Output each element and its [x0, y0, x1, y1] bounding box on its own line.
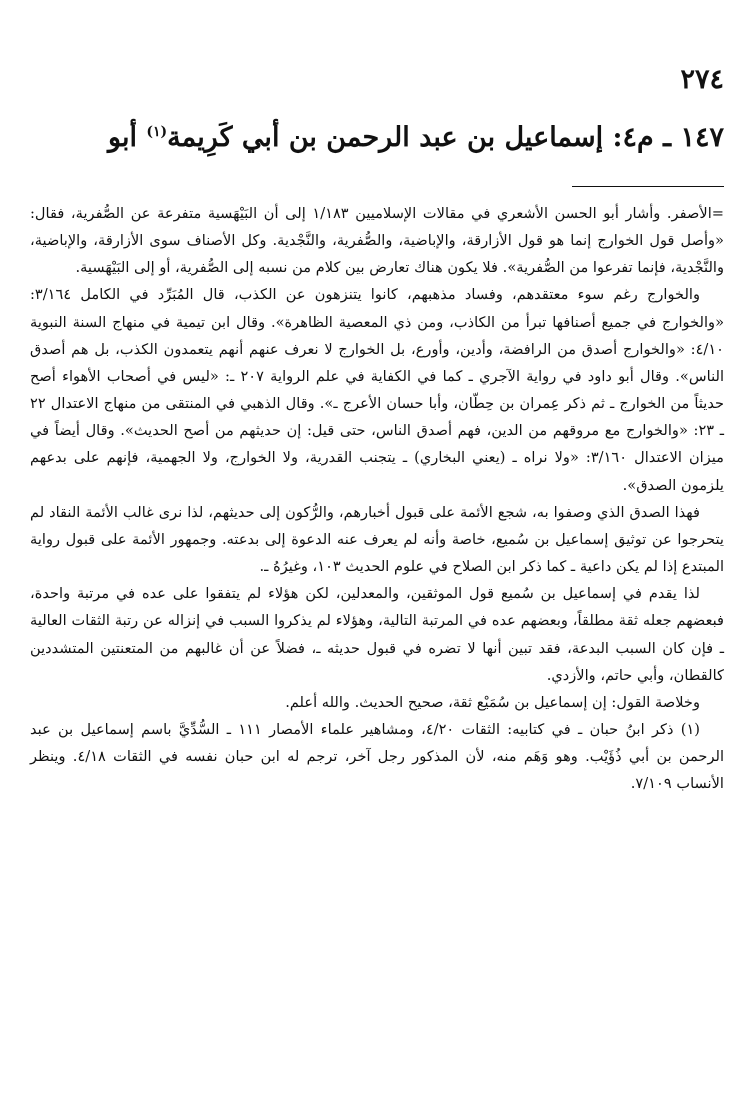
footnote-marker: (١) [146, 124, 168, 140]
entry-title-end: أبو [108, 122, 147, 153]
footnote-body [30, 200, 724, 797]
paragraph-continued: =الأصفر. وأشار أبو الحسن الأشعري في مقالات الإسلاميين ١/١٨٣ إلى أن البَيْهَسية متفرعة عن الصُّفرية، فقال: «وأصل قول الخوارج إنما هو قول الأزارقة، والإباضية، والصُّفرية، والنَّجْدية. وكل الأصناف سوى الأزارقة، والإباضية، والنَّجْدية، فإنما تفرعوا من الصُّفرية». فلا يكون هناك تعارض بين كلام من نسبه إلى الصُّفرية، أو إلى البَيْهَسية. [30, 205, 724, 277]
entry-title-main: ١٤٧ ـ م٤: إسماعيل بن عبد الرحمن بن أبي كَرِيمة [167, 122, 724, 153]
paragraph-acceptance: فهذا الصدق الذي وصفوا به، شجع الأئمة على قبول أخبارهم، والرُّكون إلى حديثهم، لذا نرى غالب الأئمة النقاد لم يتحرجوا عن توثيق إسماعيل بن سُميع، خاصة وأنه لم يعرف عنه الدعوة إلى بدعته. وجمهور الأئمة على قبول رواية المبتدع إذا لم يكن داعية ـ كما ذكر ابن الصلاح في علوم الحديث ١٠٣، وغيرُهُ ـ. [30, 503, 724, 576]
page-number: ٢٧٤ [680, 64, 724, 95]
entry-title [24, 122, 724, 153]
paragraph-ranking: لذا يقدم في إسماعيل بن سُميع قول الموثقين، والمعدلين، لكن هؤلاء لم يتفقوا على عده في مرتبة واحدة، فبعضهم جعله ثقة مطلقاً، وبعضهم عده في المرتبة التالية، وهؤلاء لم يذكروا السبب في إنزاله عن رتبة الثقات العالية ـ فإن كان السبب البدعة، فقد تبين أنها لا تضره في قبول حديثه ـ، فضلاً عن أن غالبهم من المتعنتين المتشددين كالقطان، وأبي حاتم، والأزدي. [30, 585, 724, 684]
footnote-1: (١) ذكر ابنُ حبان ـ في كتابيه: الثقات ٤/٢٠، ومشاهير علماء الأمصار ١١١ ـ السُّدِّيَّ باسم إسماعيل بن عبد الرحمن بن أبي ذُؤَيْب. وهو وَهَم منه، لأن المذكور رجل آخر، ترجم له ابن حبان نفسه في الثقات ٤/١٨. وينظر الأنساب ٧/١٠٩. [30, 720, 724, 793]
paragraph-khawarij-honesty: والخوارج رغم سوء معتقدهم، وفساد مذهبهم، كانوا يتنزهون عن الكذب، قال المُبَرِّد في الكامل ٣/١٦٤: «والخوارج في جميع أصنافها تبرأ من الكاذب، ومن ذي المعصية الظاهرة». وقال ابن تيمية في منهاج السنة النبوية ٤/١٠: «والخوارج أصدق من الرافضة، وأدين، وأورع، بل الخوارج لا نعرف عنهم أنهم يتعمدون الكذب، بل هم أصدق الناس». وقال أبو داود في رواية الآجري ـ كما في الكفاية في علم الرواية ٢٠٧ ـ: «ليس في أصحاب الأهواء أصح حديثاً من الخوارج ـ ثم ذكر عِمران بن حِطّان، وأبا حسان الأعرج ـ». وقال الذهبي في المنتقى من منهاج الاعتدال ٢٢ ـ ٢٣: «والخوارج مع مروقهم من الدين، فهم أصدق الناس، حتى قيل: إن حديثهم من أصح الحديث». وقال أيضاً في ميزان الاعتدال ٣/١٦٠: «ولا نراه ـ (يعني البخاري) ـ يتجنب القدرية، ولا الخوارج، ولا الجهمية، فإنهم على بدعهم يلزمون الصدق». [30, 286, 725, 494]
paragraph-conclusion: وخلاصة القول: إن إسماعيل بن سُمَيْع ثقة، صحيح الحديث. والله أعلم. [285, 693, 700, 711]
footnote-separator [572, 186, 724, 187]
